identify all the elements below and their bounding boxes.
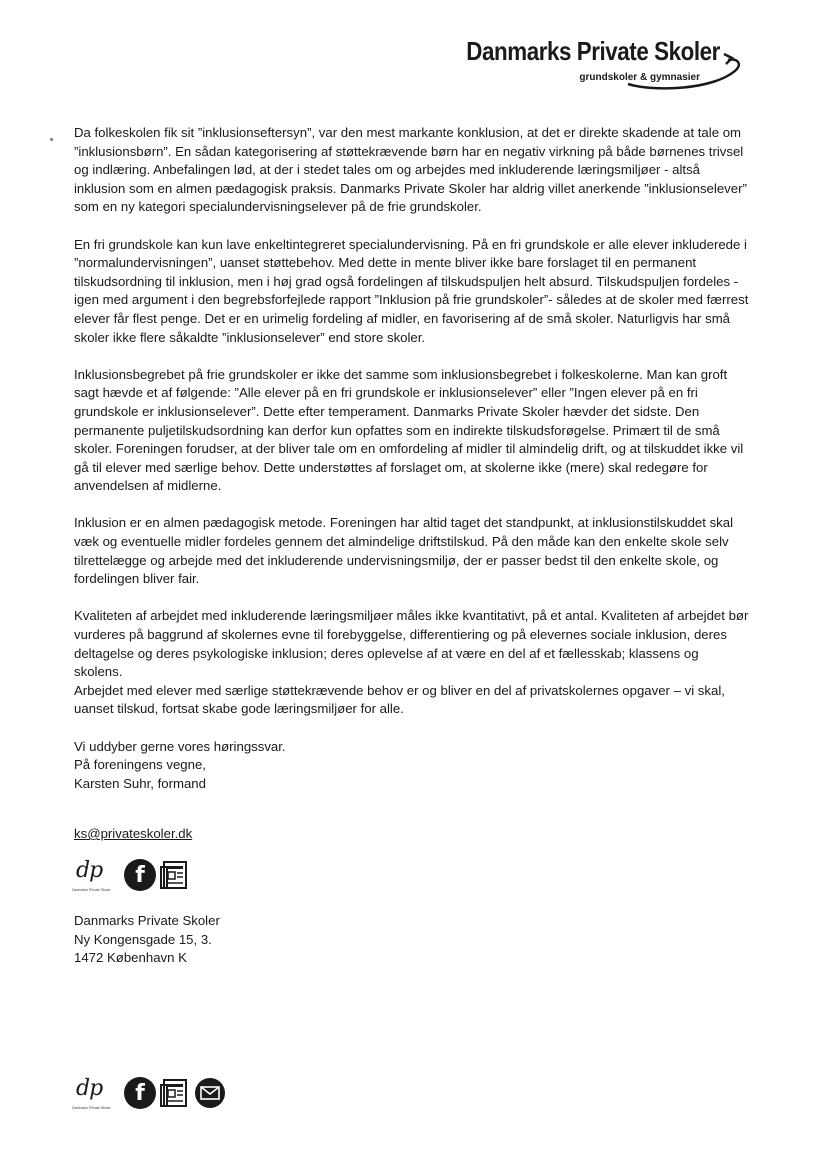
paragraph: Kvaliteten af arbejdet med inkluderende læringsmiljøer måles ikke kvantitativt, på et antal. Kvaliteten af arbejdet bør vurderes på baggrund af skolernes evne til forebyggelse, differentiering og på elevernes sociale inklusion, deres deltagelse og deres psykologiske inklusion; deres oplevelse af at være en del af et fællesskab; klassens og skolens. [74,608,749,680]
address-city: 1472 København K [74,950,187,966]
header-logo [424,36,744,102]
paragraph: Da folkeskolen fik sit ”inklusionseftersyn”, var den mest markante konklusion, at det er direkte skadende at tale om ”inklusionsbørn”. En sådan kategorisering af støttekrævende børn har en negativ virkning på både børnenes trivsel og indlæring. Anbefalingen lød, at der i stedet tales om og arbejdes med inkluderende læringsmiljøer - altså inklusion som en almen pædagogisk praksis. Danmarks Private Skoler har aldrig villet anerkende ”inklusionselever” som en ny kategori specialundervisningselever på de frie grundskoler. [74,125,747,215]
logo-subtitle: grundskoler & gymnasier [579,72,700,83]
closing [74,738,750,794]
facebook-letter: f [135,1080,145,1106]
closing-line: På foreningens vegne, [74,757,206,773]
social-icons-top [72,858,190,892]
dp-logo-text: dp [76,1076,103,1101]
signature-name: Karsten Suhr, formand [74,775,206,791]
closing-line: Vi uddyber gerne vores høringssvar. [74,738,286,754]
margin-dot [50,138,53,141]
facebook-icon[interactable] [124,859,156,891]
paragraph: Arbejdet med elever med særlige støttekrævende behov er og bliver en del af privatskolernes opgaver – vi skal, uanset tilskud, fortsat skabe gode læringsmiljøer for alle. [74,682,725,717]
email-link[interactable]: ks@privateskoler.dk [74,826,193,841]
dp-logo-caption: Danmarks Private Skoler [72,1106,111,1110]
address-street: Ny Kongensgade 15, 3. [74,931,212,947]
address-name: Danmarks Private Skoler [74,913,220,928]
press-icon[interactable] [160,859,190,891]
dp-logo-caption: Danmarks Private Skoler [72,888,111,892]
social-icons-bottom [72,1076,226,1110]
address-block [74,912,220,968]
paragraph: Inklusion er en almen pædagogisk metode. Foreningen har altid taget det standpunkt, at inklusionstilskuddet skal væk og eventuelle midler fordeles gennem det almindelige driftstilskud. På den måde kan den enkelte skole selv tilrettelægge og arbejde med det inkluderende undervisningsmiljø, der er passer bedst til den enkelte skole, og fordelingen bliver fair. [74,515,734,587]
facebook-icon[interactable] [124,1077,156,1109]
logo-swoosh-icon [624,44,744,92]
mail-icon[interactable] [194,1077,226,1109]
dp-logo-icon[interactable] [72,858,120,892]
paragraph: Inklusionsbegrebet på frie grundskoler er ikke det samme som inklusionsbegrebet i folkeskolerne. Man kan groft sagt hævde et af følgende: ”Alle elever på en fri grundskole er inklusionselever” eller ”Ingen elever på en fri grundskole er inklusionselever”. Dette efter temperament. Danmarks Private Skoler hævder det sidste. Den permanente puljetilskudsordning kan derfor kun opfattes som en indirekte tilskudsforøgelse. Primært til de små skoler. Foreningen forudser, at der bliver tale om en omfordeling af midler til almindelig drift, og at tilskuddet ikke vil gå til elever med særlige behov. Dette understøttes af forslaget om, at skolerne ikke (mere) skal redegøre for anvendelsen af midlerne. [74,366,744,494]
paragraph: En fri grundskole kan kun lave enkeltintegreret specialundervisning. På en fri grundskole er alle elever inkluderede i ”normalundervisningen”, uanset støttebehov. Med dette in mente bliver ikke bare forslaget til en permanent tilskudsordning til inklusion, men i høj grad også fordelingen af tilskudspuljen helt absurd. Tilskudspuljen fordeles - igen med argument i den begrebsforfejlede rapport ”Inklusion på frie grundskoler”- således at de skoler med færrest elever får flest penge. Det er en urimelig fordeling af midler, en favorisering af de små skoler. Naturligvis har små skoler ikke flere såkaldte ”inklusionselever” end store skoler. [74,236,749,345]
dp-logo-icon[interactable] [72,1076,120,1110]
dp-logo-text: dp [76,858,103,883]
facebook-letter: f [135,862,145,888]
logo-title: Danmarks Private Skoler [466,36,720,66]
letter-body [74,124,750,793]
press-icon[interactable] [160,1077,190,1109]
